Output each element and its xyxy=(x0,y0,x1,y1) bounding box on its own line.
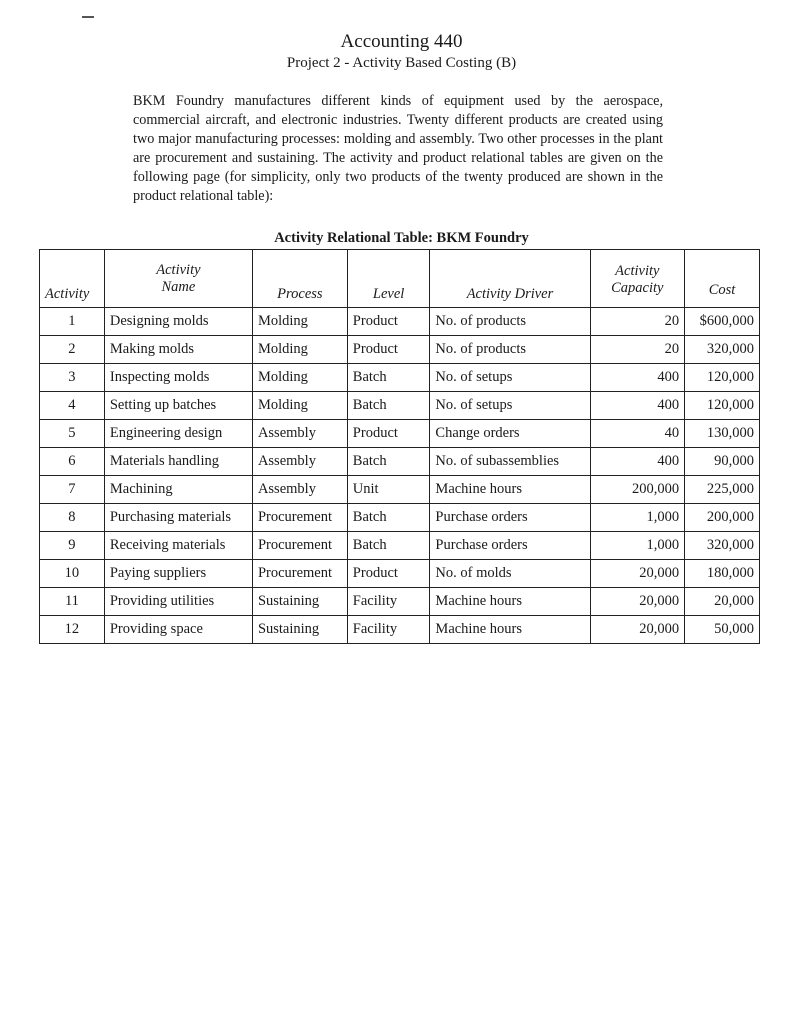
cell-activity-driver: No. of molds xyxy=(430,560,590,588)
header-process: Process xyxy=(252,250,347,308)
cell-level: Product xyxy=(347,308,430,336)
header-level: Level xyxy=(347,250,430,308)
cell-activity-name: Materials handling xyxy=(104,448,252,476)
cell-process: Assembly xyxy=(252,476,347,504)
cell-activity-driver: Change orders xyxy=(430,420,590,448)
cell-activity-driver: Machine hours xyxy=(430,476,590,504)
cell-activity-driver: Purchase orders xyxy=(430,532,590,560)
cell-level: Product xyxy=(347,420,430,448)
cell-process: Molding xyxy=(252,392,347,420)
cell-process: Molding xyxy=(252,336,347,364)
header-activity-capacity xyxy=(590,250,685,308)
cell-process: Assembly xyxy=(252,448,347,476)
cell-activity-capacity: 20 xyxy=(590,336,685,364)
cell-activity-name: Providing utilities xyxy=(104,588,252,616)
cell-activity-capacity: 20 xyxy=(590,308,685,336)
cell-activity-name: Paying suppliers xyxy=(104,560,252,588)
cell-activity-number: 8 xyxy=(40,504,105,532)
intro-paragraph: BKM Foundry manufactures different kinds of equipment used by the aerospace, commercial aircraft, and electronic industries. Twenty different products are created using two major manufacturing processes: molding and assembly. Two other processes in the plant are procurement and sustaining. The activity and product relational tables are given on the following page (for simplicity, only two products of the twenty produced are shown in the product relational table): xyxy=(133,93,663,204)
cell-activity-name: Inspecting molds xyxy=(104,364,252,392)
cell-cost: 200,000 xyxy=(685,504,760,532)
table-row xyxy=(40,420,760,448)
cell-activity-capacity: 200,000 xyxy=(590,476,685,504)
cell-process: Sustaining xyxy=(252,588,347,616)
cell-activity-driver: No. of setups xyxy=(430,392,590,420)
cell-cost: 120,000 xyxy=(685,392,760,420)
cell-activity-number: 1 xyxy=(40,308,105,336)
cell-cost: 90,000 xyxy=(685,448,760,476)
table-row xyxy=(40,588,760,616)
cell-activity-capacity: 20,000 xyxy=(590,588,685,616)
table-row xyxy=(40,448,760,476)
cell-activity-capacity: 400 xyxy=(590,448,685,476)
cell-cost: $600,000 xyxy=(685,308,760,336)
scan-mark xyxy=(82,16,94,18)
cell-activity-number: 3 xyxy=(40,364,105,392)
cell-activity-driver: No. of products xyxy=(430,336,590,364)
cell-activity-name: Making molds xyxy=(104,336,252,364)
cell-level: Batch xyxy=(347,392,430,420)
cell-cost: 50,000 xyxy=(685,616,760,644)
cell-activity-name: Engineering design xyxy=(104,420,252,448)
table-row xyxy=(40,308,760,336)
cell-level: Product xyxy=(347,336,430,364)
table-row xyxy=(40,476,760,504)
cell-activity-number: 10 xyxy=(40,560,105,588)
cell-activity-name: Setting up batches xyxy=(104,392,252,420)
cell-activity-capacity: 400 xyxy=(590,392,685,420)
cell-activity-name: Machining xyxy=(104,476,252,504)
cell-activity-driver: Purchase orders xyxy=(430,504,590,532)
cell-process: Procurement xyxy=(252,532,347,560)
cell-level: Batch xyxy=(347,448,430,476)
header-activity-name-line1: Activity xyxy=(156,262,201,278)
cell-activity-capacity: 20,000 xyxy=(590,616,685,644)
table-title: Activity Relational Table: BKM Foundry xyxy=(274,230,529,246)
header-capacity-line2: Capacity xyxy=(611,280,664,296)
cell-activity-capacity: 40 xyxy=(590,420,685,448)
table-row xyxy=(40,560,760,588)
cell-cost: 180,000 xyxy=(685,560,760,588)
table-row xyxy=(40,616,760,644)
cell-activity-name: Designing molds xyxy=(104,308,252,336)
cell-process: Molding xyxy=(252,308,347,336)
cell-level: Batch xyxy=(347,364,430,392)
header-activity-name xyxy=(104,250,252,308)
cell-level: Facility xyxy=(347,616,430,644)
cell-activity-name: Receiving materials xyxy=(104,532,252,560)
cell-cost: 225,000 xyxy=(685,476,760,504)
cell-activity-number: 12 xyxy=(40,616,105,644)
cell-cost: 120,000 xyxy=(685,364,760,392)
header-activity: Activity xyxy=(40,250,105,308)
cell-activity-name: Purchasing materials xyxy=(104,504,252,532)
cell-level: Facility xyxy=(347,588,430,616)
header-activity-driver: Activity Driver xyxy=(430,250,590,308)
cell-activity-capacity: 1,000 xyxy=(590,504,685,532)
header-cost: Cost xyxy=(685,250,760,308)
header-capacity-line1: Activity xyxy=(615,263,660,279)
document-subtitle: Project 2 - Activity Based Costing (B) xyxy=(286,55,517,71)
activity-relational-table xyxy=(39,249,760,644)
cell-activity-driver: No. of subassemblies xyxy=(430,448,590,476)
cell-activity-driver: No. of setups xyxy=(430,364,590,392)
cell-activity-driver: No. of products xyxy=(430,308,590,336)
cell-activity-number: 11 xyxy=(40,588,105,616)
cell-activity-driver: Machine hours xyxy=(430,588,590,616)
cell-process: Procurement xyxy=(252,504,347,532)
cell-level: Batch xyxy=(347,532,430,560)
document-title: Accounting 440 xyxy=(340,31,463,52)
cell-activity-number: 6 xyxy=(40,448,105,476)
table-header-row xyxy=(40,250,760,308)
table-row xyxy=(40,364,760,392)
table-row xyxy=(40,336,760,364)
header-activity-name-line2: Name xyxy=(161,279,196,295)
cell-cost: 20,000 xyxy=(685,588,760,616)
cell-cost: 320,000 xyxy=(685,336,760,364)
cell-process: Assembly xyxy=(252,420,347,448)
cell-process: Sustaining xyxy=(252,616,347,644)
cell-activity-number: 2 xyxy=(40,336,105,364)
cell-process: Procurement xyxy=(252,560,347,588)
cell-cost: 320,000 xyxy=(685,532,760,560)
cell-activity-capacity: 1,000 xyxy=(590,532,685,560)
cell-activity-number: 5 xyxy=(40,420,105,448)
cell-cost: 130,000 xyxy=(685,420,760,448)
cell-level: Batch xyxy=(347,504,430,532)
table-row xyxy=(40,504,760,532)
cell-process: Molding xyxy=(252,364,347,392)
cell-level: Product xyxy=(347,560,430,588)
cell-activity-number: 9 xyxy=(40,532,105,560)
cell-activity-capacity: 400 xyxy=(590,364,685,392)
cell-activity-driver: Machine hours xyxy=(430,616,590,644)
cell-activity-capacity: 20,000 xyxy=(590,560,685,588)
table-row xyxy=(40,532,760,560)
cell-activity-number: 4 xyxy=(40,392,105,420)
cell-activity-name: Providing space xyxy=(104,616,252,644)
cell-activity-number: 7 xyxy=(40,476,105,504)
cell-level: Unit xyxy=(347,476,430,504)
table-row xyxy=(40,392,760,420)
